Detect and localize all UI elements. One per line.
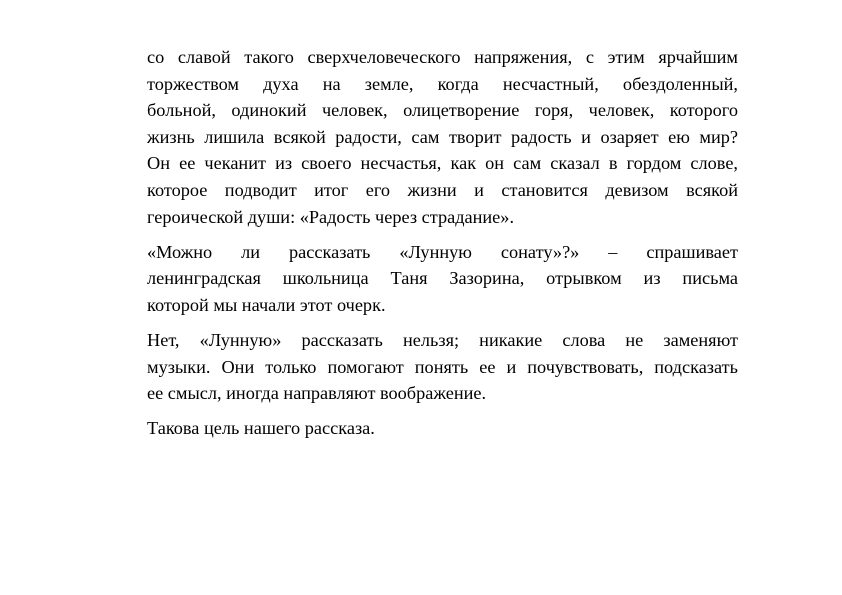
text-line: Такова цель нашего рассказа.: [147, 418, 375, 439]
body-text: [147, 44, 738, 450]
text-line: «Можно ли рассказать «Лунную сонату»?» – спрашивает: [147, 241, 738, 262]
paragraph-4: [147, 415, 738, 442]
text-line: Он ее чеканит из своего несчастья, как он сам сказал в гордом слове,: [147, 153, 738, 174]
text-line: Нет, «Лунную» рассказать нельзя; никакие слова не заменяют: [147, 329, 738, 350]
text-line: которой мы начали этот очерк.: [147, 294, 386, 315]
text-line: ее смысл, иногда направляют воображение.: [147, 383, 487, 404]
text-line: которое подводит итог его жизни и становится девизом всякой: [147, 179, 738, 200]
paragraph-1: [147, 44, 738, 230]
text-line: музыки. Они только помогают понять ее и почувствовать, подсказать: [147, 356, 738, 377]
text-line: ленинградская школьница Таня Зазорина, отрывком из письма: [147, 268, 738, 289]
text-line: торжеством духа на земле, когда несчастный, обездоленный,: [147, 73, 738, 94]
text-line: больной, одинокий человек, олицетворение горя, человек, которого: [147, 100, 738, 121]
text-line: жизнь лишила всякой радости, сам творит радость и озаряет ею мир?: [147, 126, 738, 147]
text-line: со славой такого сверхчеловеческого напряжения, с этим ярчайшим: [147, 47, 738, 67]
paragraph-2: [147, 239, 738, 319]
text-line: героической души: «Радость через страдание».: [147, 206, 515, 227]
paragraph-3: [147, 327, 738, 407]
